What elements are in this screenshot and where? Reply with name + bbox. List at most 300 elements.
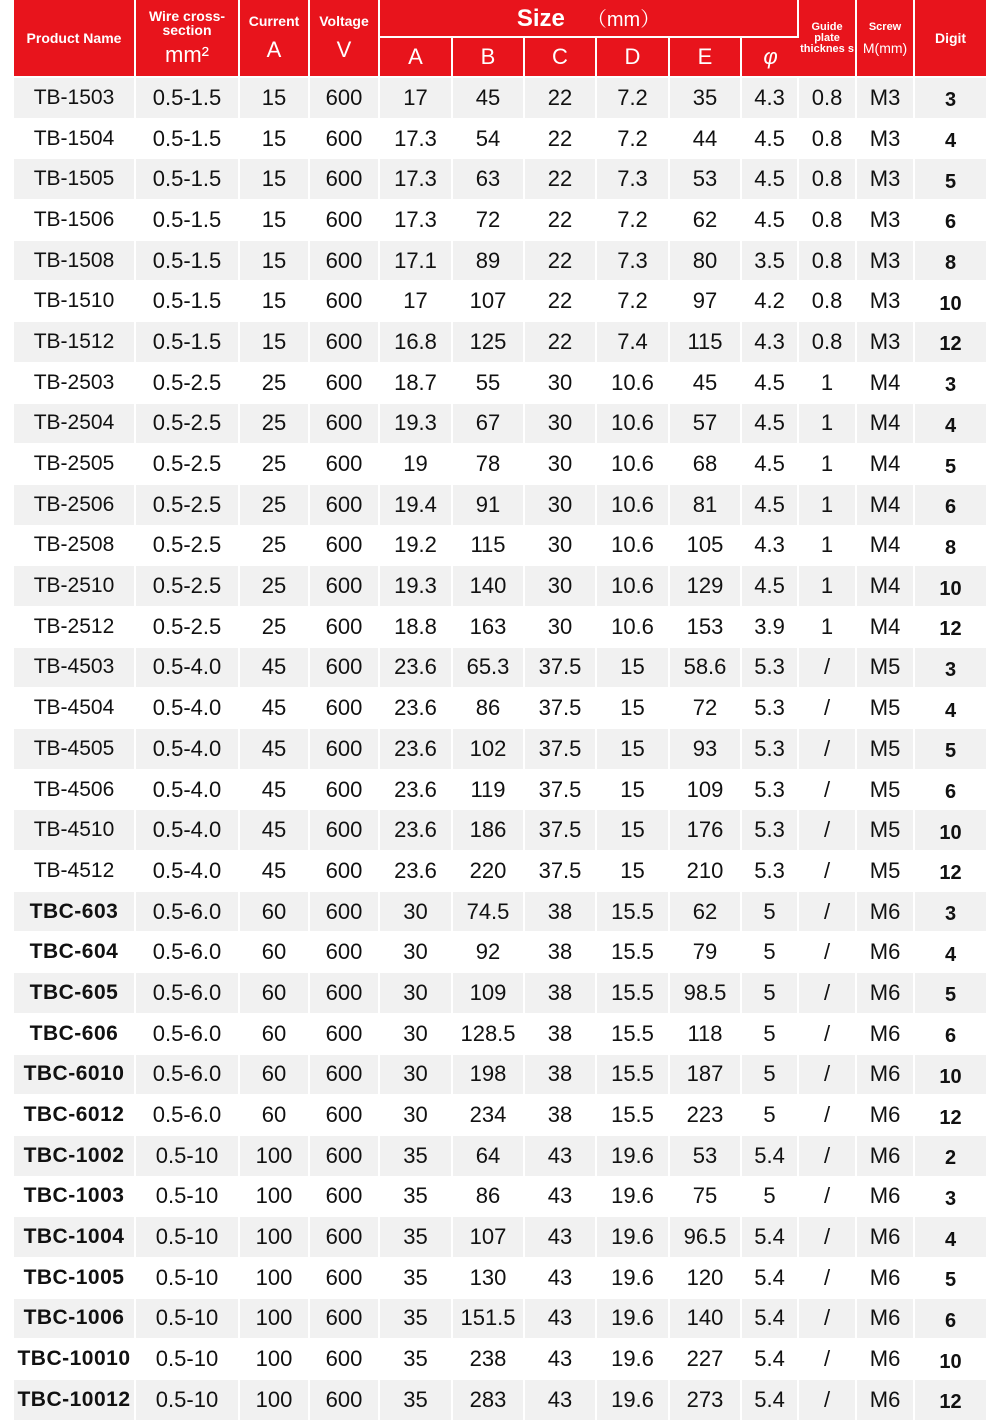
cell-current: 60: [240, 892, 310, 933]
cell-digit: 3: [915, 892, 986, 933]
cell-size-e: 80: [670, 241, 742, 282]
cell-size-e: 81: [670, 485, 742, 526]
cell-size-b: 115: [453, 526, 525, 567]
cell-current: 45: [240, 810, 310, 851]
cell-size-c: 38: [525, 1014, 597, 1055]
cell-guide-plate: /: [799, 648, 857, 689]
cell-size-phi: 4.5: [742, 566, 799, 607]
cell-voltage: 600: [310, 1055, 380, 1096]
cell-size-e: 53: [670, 159, 742, 200]
cell-screw: M4: [857, 566, 915, 607]
table-row: [14, 444, 986, 485]
cell-size-b: 92: [453, 932, 525, 973]
cell-digit: 10: [915, 1339, 986, 1380]
cell-wire-section: 0.5-2.5: [136, 363, 240, 404]
cell-size-c: 43: [525, 1299, 597, 1340]
cell-current: 100: [240, 1299, 310, 1340]
wire-label: Wire cross-section: [148, 8, 226, 38]
cell-guide-plate: /: [799, 770, 857, 811]
cell-wire-section: 0.5-1.5: [136, 322, 240, 363]
cell-size-e: 176: [670, 810, 742, 851]
cell-size-d: 10.6: [597, 363, 670, 404]
table-row: [14, 404, 986, 445]
cell-screw: M3: [857, 119, 915, 160]
cell-guide-plate: /: [799, 1055, 857, 1096]
cell-size-phi: 5: [742, 1055, 799, 1096]
cell-size-a: 18.8: [380, 607, 453, 648]
cell-wire-section: 0.5-6.0: [136, 973, 240, 1014]
cell-product-name: TBC-605: [14, 973, 136, 1014]
cell-product-name: TB-1504: [14, 119, 136, 160]
cell-voltage: 600: [310, 485, 380, 526]
cell-size-c: 38: [525, 973, 597, 1014]
cell-digit: 3: [915, 1177, 986, 1218]
cell-voltage: 600: [310, 851, 380, 892]
table-row: [14, 1339, 986, 1380]
cell-guide-plate: 1: [799, 566, 857, 607]
cell-guide-plate: 1: [799, 485, 857, 526]
cell-voltage: 600: [310, 1014, 380, 1055]
cell-guide-plate: /: [799, 1014, 857, 1055]
cell-voltage: 600: [310, 729, 380, 770]
cell-wire-section: 0.5-6.0: [136, 1014, 240, 1055]
cell-product-name: TB-2505: [14, 444, 136, 485]
cell-current: 60: [240, 973, 310, 1014]
cell-voltage: 600: [310, 404, 380, 445]
cell-size-c: 30: [525, 363, 597, 404]
cell-guide-plate: 1: [799, 526, 857, 567]
current-unit: A: [266, 37, 282, 62]
header-size: [380, 0, 799, 38]
cell-wire-section: 0.5-4.0: [136, 770, 240, 811]
cell-size-phi: 5.4: [742, 1380, 799, 1421]
table-row: [14, 932, 986, 973]
cell-voltage: 600: [310, 1299, 380, 1340]
table-row: [14, 1299, 986, 1340]
cell-voltage: 600: [310, 200, 380, 241]
cell-size-e: 115: [670, 322, 742, 363]
cell-size-phi: 5.4: [742, 1217, 799, 1258]
table-row: [14, 281, 986, 322]
cell-size-b: 163: [453, 607, 525, 648]
cell-size-b: 64: [453, 1136, 525, 1177]
cell-size-c: 38: [525, 892, 597, 933]
cell-size-d: 15.5: [597, 932, 670, 973]
cell-size-e: 62: [670, 892, 742, 933]
cell-wire-section: 0.5-2.5: [136, 404, 240, 445]
cell-size-e: 118: [670, 1014, 742, 1055]
table-row: [14, 1014, 986, 1055]
table-row: [14, 648, 986, 689]
cell-guide-plate: /: [799, 932, 857, 973]
cell-size-c: 43: [525, 1217, 597, 1258]
cell-size-b: 67: [453, 404, 525, 445]
cell-size-d: 19.6: [597, 1299, 670, 1340]
cell-size-d: 19.6: [597, 1380, 670, 1421]
cell-size-d: 10.6: [597, 404, 670, 445]
cell-size-e: 109: [670, 770, 742, 811]
cell-digit: 4: [915, 688, 986, 729]
cell-screw: M6: [857, 1258, 915, 1299]
cell-voltage: 600: [310, 159, 380, 200]
cell-size-b: 45: [453, 78, 525, 119]
cell-size-a: 23.6: [380, 810, 453, 851]
cell-voltage: 600: [310, 973, 380, 1014]
cell-size-c: 30: [525, 566, 597, 607]
cell-size-b: 125: [453, 322, 525, 363]
cell-guide-plate: 1: [799, 607, 857, 648]
cell-digit: 12: [915, 1380, 986, 1421]
cell-guide-plate: 1: [799, 404, 857, 445]
cell-product-name: TB-1506: [14, 200, 136, 241]
cell-voltage: 600: [310, 1380, 380, 1421]
cell-guide-plate: /: [799, 1095, 857, 1136]
cell-size-e: 35: [670, 78, 742, 119]
cell-wire-section: 0.5-1.5: [136, 78, 240, 119]
cell-size-a: 35: [380, 1339, 453, 1380]
cell-voltage: 600: [310, 241, 380, 282]
guide-label: Guide plate thicknes s: [800, 20, 854, 55]
cell-product-name: TBC-10010: [14, 1339, 136, 1380]
cell-digit: 4: [915, 1217, 986, 1258]
cell-digit: 5: [915, 1258, 986, 1299]
spec-table: [14, 0, 986, 1421]
cell-size-c: 38: [525, 1095, 597, 1136]
cell-voltage: 600: [310, 892, 380, 933]
cell-size-c: 22: [525, 322, 597, 363]
cell-size-e: 45: [670, 363, 742, 404]
cell-size-b: 151.5: [453, 1299, 525, 1340]
table-row: [14, 810, 986, 851]
cell-guide-plate: /: [799, 1177, 857, 1218]
cell-product-name: TBC-1003: [14, 1177, 136, 1218]
cell-current: 100: [240, 1177, 310, 1218]
cell-size-a: 17.3: [380, 159, 453, 200]
cell-size-b: 220: [453, 851, 525, 892]
cell-screw: M3: [857, 78, 915, 119]
cell-current: 100: [240, 1258, 310, 1299]
cell-size-phi: 5: [742, 1095, 799, 1136]
table-row: [14, 78, 986, 119]
cell-screw: M6: [857, 1217, 915, 1258]
screw-unit: M(mm): [862, 39, 908, 56]
cell-product-name: TB-4505: [14, 729, 136, 770]
cell-current: 45: [240, 851, 310, 892]
cell-screw: M5: [857, 810, 915, 851]
cell-size-a: 35: [380, 1217, 453, 1258]
cell-screw: M6: [857, 1055, 915, 1096]
cell-size-e: 227: [670, 1339, 742, 1380]
cell-current: 60: [240, 1014, 310, 1055]
cell-size-b: 128.5: [453, 1014, 525, 1055]
cell-voltage: 600: [310, 119, 380, 160]
cell-size-phi: 5.4: [742, 1258, 799, 1299]
table-row: [14, 119, 986, 160]
cell-size-c: 22: [525, 119, 597, 160]
cell-size-d: 7.2: [597, 200, 670, 241]
cell-digit: 12: [915, 1095, 986, 1136]
cell-product-name: TBC-1006: [14, 1299, 136, 1340]
cell-size-c: 37.5: [525, 729, 597, 770]
cell-size-a: 35: [380, 1258, 453, 1299]
table-row: [14, 1380, 986, 1421]
cell-product-name: TB-2504: [14, 404, 136, 445]
cell-size-d: 19.6: [597, 1258, 670, 1299]
cell-digit: 6: [915, 1299, 986, 1340]
cell-size-c: 43: [525, 1177, 597, 1218]
cell-current: 45: [240, 648, 310, 689]
cell-voltage: 600: [310, 770, 380, 811]
table-row: [14, 973, 986, 1014]
cell-product-name: TB-2508: [14, 526, 136, 567]
cell-screw: M3: [857, 322, 915, 363]
cell-size-phi: 5.4: [742, 1339, 799, 1380]
cell-size-a: 18.7: [380, 363, 453, 404]
cell-voltage: 600: [310, 810, 380, 851]
table-row: [14, 729, 986, 770]
cell-wire-section: 0.5-6.0: [136, 892, 240, 933]
cell-size-c: 38: [525, 932, 597, 973]
cell-size-e: 58.6: [670, 648, 742, 689]
cell-product-name: TBC-1005: [14, 1258, 136, 1299]
table-row: [14, 851, 986, 892]
cell-size-e: 53: [670, 1136, 742, 1177]
cell-size-e: 129: [670, 566, 742, 607]
cell-current: 60: [240, 1055, 310, 1096]
cell-wire-section: 0.5-2.5: [136, 566, 240, 607]
cell-product-name: TB-2503: [14, 363, 136, 404]
cell-size-a: 17: [380, 281, 453, 322]
header-product-name: [14, 0, 136, 78]
cell-size-c: 30: [525, 607, 597, 648]
cell-size-a: 19: [380, 444, 453, 485]
cell-current: 100: [240, 1339, 310, 1380]
cell-current: 15: [240, 322, 310, 363]
cell-size-c: 37.5: [525, 688, 597, 729]
cell-size-c: 38: [525, 1055, 597, 1096]
table-body: [14, 78, 986, 1421]
cell-digit: 6: [915, 770, 986, 811]
cell-size-a: 35: [380, 1177, 453, 1218]
cell-current: 25: [240, 444, 310, 485]
cell-guide-plate: /: [799, 729, 857, 770]
cell-digit: 10: [915, 281, 986, 322]
cell-current: 25: [240, 526, 310, 567]
cell-guide-plate: /: [799, 810, 857, 851]
header-voltage: [310, 0, 380, 78]
cell-screw: M3: [857, 200, 915, 241]
cell-size-b: 107: [453, 281, 525, 322]
cell-size-d: 10.6: [597, 485, 670, 526]
table-row: [14, 1136, 986, 1177]
table-header: [14, 0, 986, 78]
cell-size-phi: 4.5: [742, 200, 799, 241]
cell-size-e: 72: [670, 688, 742, 729]
cell-size-a: 19.2: [380, 526, 453, 567]
cell-size-e: 273: [670, 1380, 742, 1421]
cell-size-c: 37.5: [525, 770, 597, 811]
table-row: [14, 1217, 986, 1258]
cell-size-b: 186: [453, 810, 525, 851]
cell-guide-plate: 0.8: [799, 281, 857, 322]
cell-screw: M6: [857, 1136, 915, 1177]
cell-wire-section: 0.5-10: [136, 1217, 240, 1258]
cell-product-name: TB-4510: [14, 810, 136, 851]
header-current: [240, 0, 310, 78]
header-size-d: D: [597, 38, 670, 78]
cell-guide-plate: /: [799, 688, 857, 729]
cell-size-d: 15: [597, 770, 670, 811]
cell-size-b: 86: [453, 1177, 525, 1218]
cell-current: 25: [240, 566, 310, 607]
cell-size-a: 23.6: [380, 851, 453, 892]
cell-size-b: 86: [453, 688, 525, 729]
cell-screw: M5: [857, 770, 915, 811]
cell-size-c: 43: [525, 1380, 597, 1421]
cell-current: 100: [240, 1380, 310, 1421]
cell-size-b: 198: [453, 1055, 525, 1096]
cell-size-c: 22: [525, 78, 597, 119]
cell-guide-plate: /: [799, 892, 857, 933]
cell-size-phi: 4.5: [742, 404, 799, 445]
cell-size-d: 7.3: [597, 159, 670, 200]
cell-current: 25: [240, 607, 310, 648]
cell-wire-section: 0.5-2.5: [136, 444, 240, 485]
cell-digit: 6: [915, 1014, 986, 1055]
cell-product-name: TB-4503: [14, 648, 136, 689]
cell-current: 15: [240, 159, 310, 200]
cell-wire-section: 0.5-1.5: [136, 159, 240, 200]
cell-voltage: 600: [310, 1095, 380, 1136]
cell-product-name: TB-2510: [14, 566, 136, 607]
voltage-unit: V: [336, 37, 352, 62]
cell-screw: M4: [857, 404, 915, 445]
cell-digit: 10: [915, 1055, 986, 1096]
cell-screw: M5: [857, 729, 915, 770]
cell-size-phi: 3.9: [742, 607, 799, 648]
cell-digit: 6: [915, 200, 986, 241]
cell-guide-plate: /: [799, 1299, 857, 1340]
cell-size-d: 15: [597, 810, 670, 851]
cell-size-e: 62: [670, 200, 742, 241]
cell-size-phi: 4.3: [742, 322, 799, 363]
cell-size-c: 37.5: [525, 810, 597, 851]
product-name-label: Product Name: [26, 30, 122, 46]
cell-size-c: 30: [525, 444, 597, 485]
cell-size-b: 130: [453, 1258, 525, 1299]
cell-digit: 12: [915, 851, 986, 892]
table-row: [14, 200, 986, 241]
cell-size-e: 96.5: [670, 1217, 742, 1258]
cell-size-d: 19.6: [597, 1177, 670, 1218]
cell-digit: 12: [915, 322, 986, 363]
cell-size-d: 15.5: [597, 1095, 670, 1136]
cell-size-c: 43: [525, 1258, 597, 1299]
table-row: [14, 1177, 986, 1218]
cell-wire-section: 0.5-1.5: [136, 281, 240, 322]
cell-size-c: 43: [525, 1339, 597, 1380]
cell-size-a: 30: [380, 1055, 453, 1096]
cell-guide-plate: 0.8: [799, 241, 857, 282]
cell-current: 100: [240, 1217, 310, 1258]
cell-current: 15: [240, 241, 310, 282]
cell-product-name: TBC-6012: [14, 1095, 136, 1136]
cell-voltage: 600: [310, 1177, 380, 1218]
cell-size-phi: 4.2: [742, 281, 799, 322]
cell-current: 25: [240, 404, 310, 445]
table-row: [14, 770, 986, 811]
header-size-c: C: [525, 38, 597, 78]
cell-size-e: 223: [670, 1095, 742, 1136]
cell-voltage: 600: [310, 444, 380, 485]
cell-size-phi: 5: [742, 1177, 799, 1218]
cell-size-a: 19.3: [380, 404, 453, 445]
cell-size-e: 93: [670, 729, 742, 770]
cell-size-a: 17: [380, 78, 453, 119]
cell-guide-plate: 0.8: [799, 78, 857, 119]
cell-size-e: 44: [670, 119, 742, 160]
cell-digit: 12: [915, 607, 986, 648]
cell-size-a: 17.1: [380, 241, 453, 282]
cell-voltage: 600: [310, 526, 380, 567]
cell-current: 45: [240, 770, 310, 811]
cell-size-d: 10.6: [597, 444, 670, 485]
cell-digit: 4: [915, 119, 986, 160]
cell-size-phi: 5.3: [742, 688, 799, 729]
cell-current: 15: [240, 119, 310, 160]
cell-product-name: TB-1505: [14, 159, 136, 200]
cell-size-e: 187: [670, 1055, 742, 1096]
cell-product-name: TBC-606: [14, 1014, 136, 1055]
cell-size-a: 19.4: [380, 485, 453, 526]
cell-voltage: 600: [310, 281, 380, 322]
spec-table-container: [14, 0, 986, 1421]
cell-size-a: 17.3: [380, 119, 453, 160]
cell-voltage: 600: [310, 1258, 380, 1299]
cell-voltage: 600: [310, 607, 380, 648]
cell-screw: M6: [857, 1095, 915, 1136]
table-row: [14, 322, 986, 363]
cell-digit: 2: [915, 1136, 986, 1177]
cell-digit: 6: [915, 485, 986, 526]
table-row: [14, 892, 986, 933]
cell-voltage: 600: [310, 322, 380, 363]
cell-wire-section: 0.5-10: [136, 1177, 240, 1218]
cell-size-b: 74.5: [453, 892, 525, 933]
cell-wire-section: 0.5-1.5: [136, 119, 240, 160]
cell-wire-section: 0.5-1.5: [136, 241, 240, 282]
cell-screw: M6: [857, 973, 915, 1014]
cell-size-c: 22: [525, 200, 597, 241]
cell-wire-section: 0.5-10: [136, 1380, 240, 1421]
cell-size-e: 75: [670, 1177, 742, 1218]
cell-size-a: 35: [380, 1380, 453, 1421]
cell-size-c: 22: [525, 159, 597, 200]
table-row: [14, 241, 986, 282]
cell-size-d: 10.6: [597, 526, 670, 567]
cell-size-b: 72: [453, 200, 525, 241]
table-row: [14, 607, 986, 648]
cell-size-b: 119: [453, 770, 525, 811]
cell-screw: M3: [857, 241, 915, 282]
cell-screw: M6: [857, 932, 915, 973]
cell-product-name: TBC-603: [14, 892, 136, 933]
cell-size-e: 153: [670, 607, 742, 648]
cell-size-d: 15.5: [597, 1055, 670, 1096]
cell-guide-plate: 0.8: [799, 119, 857, 160]
cell-size-b: 140: [453, 566, 525, 607]
cell-size-b: 102: [453, 729, 525, 770]
